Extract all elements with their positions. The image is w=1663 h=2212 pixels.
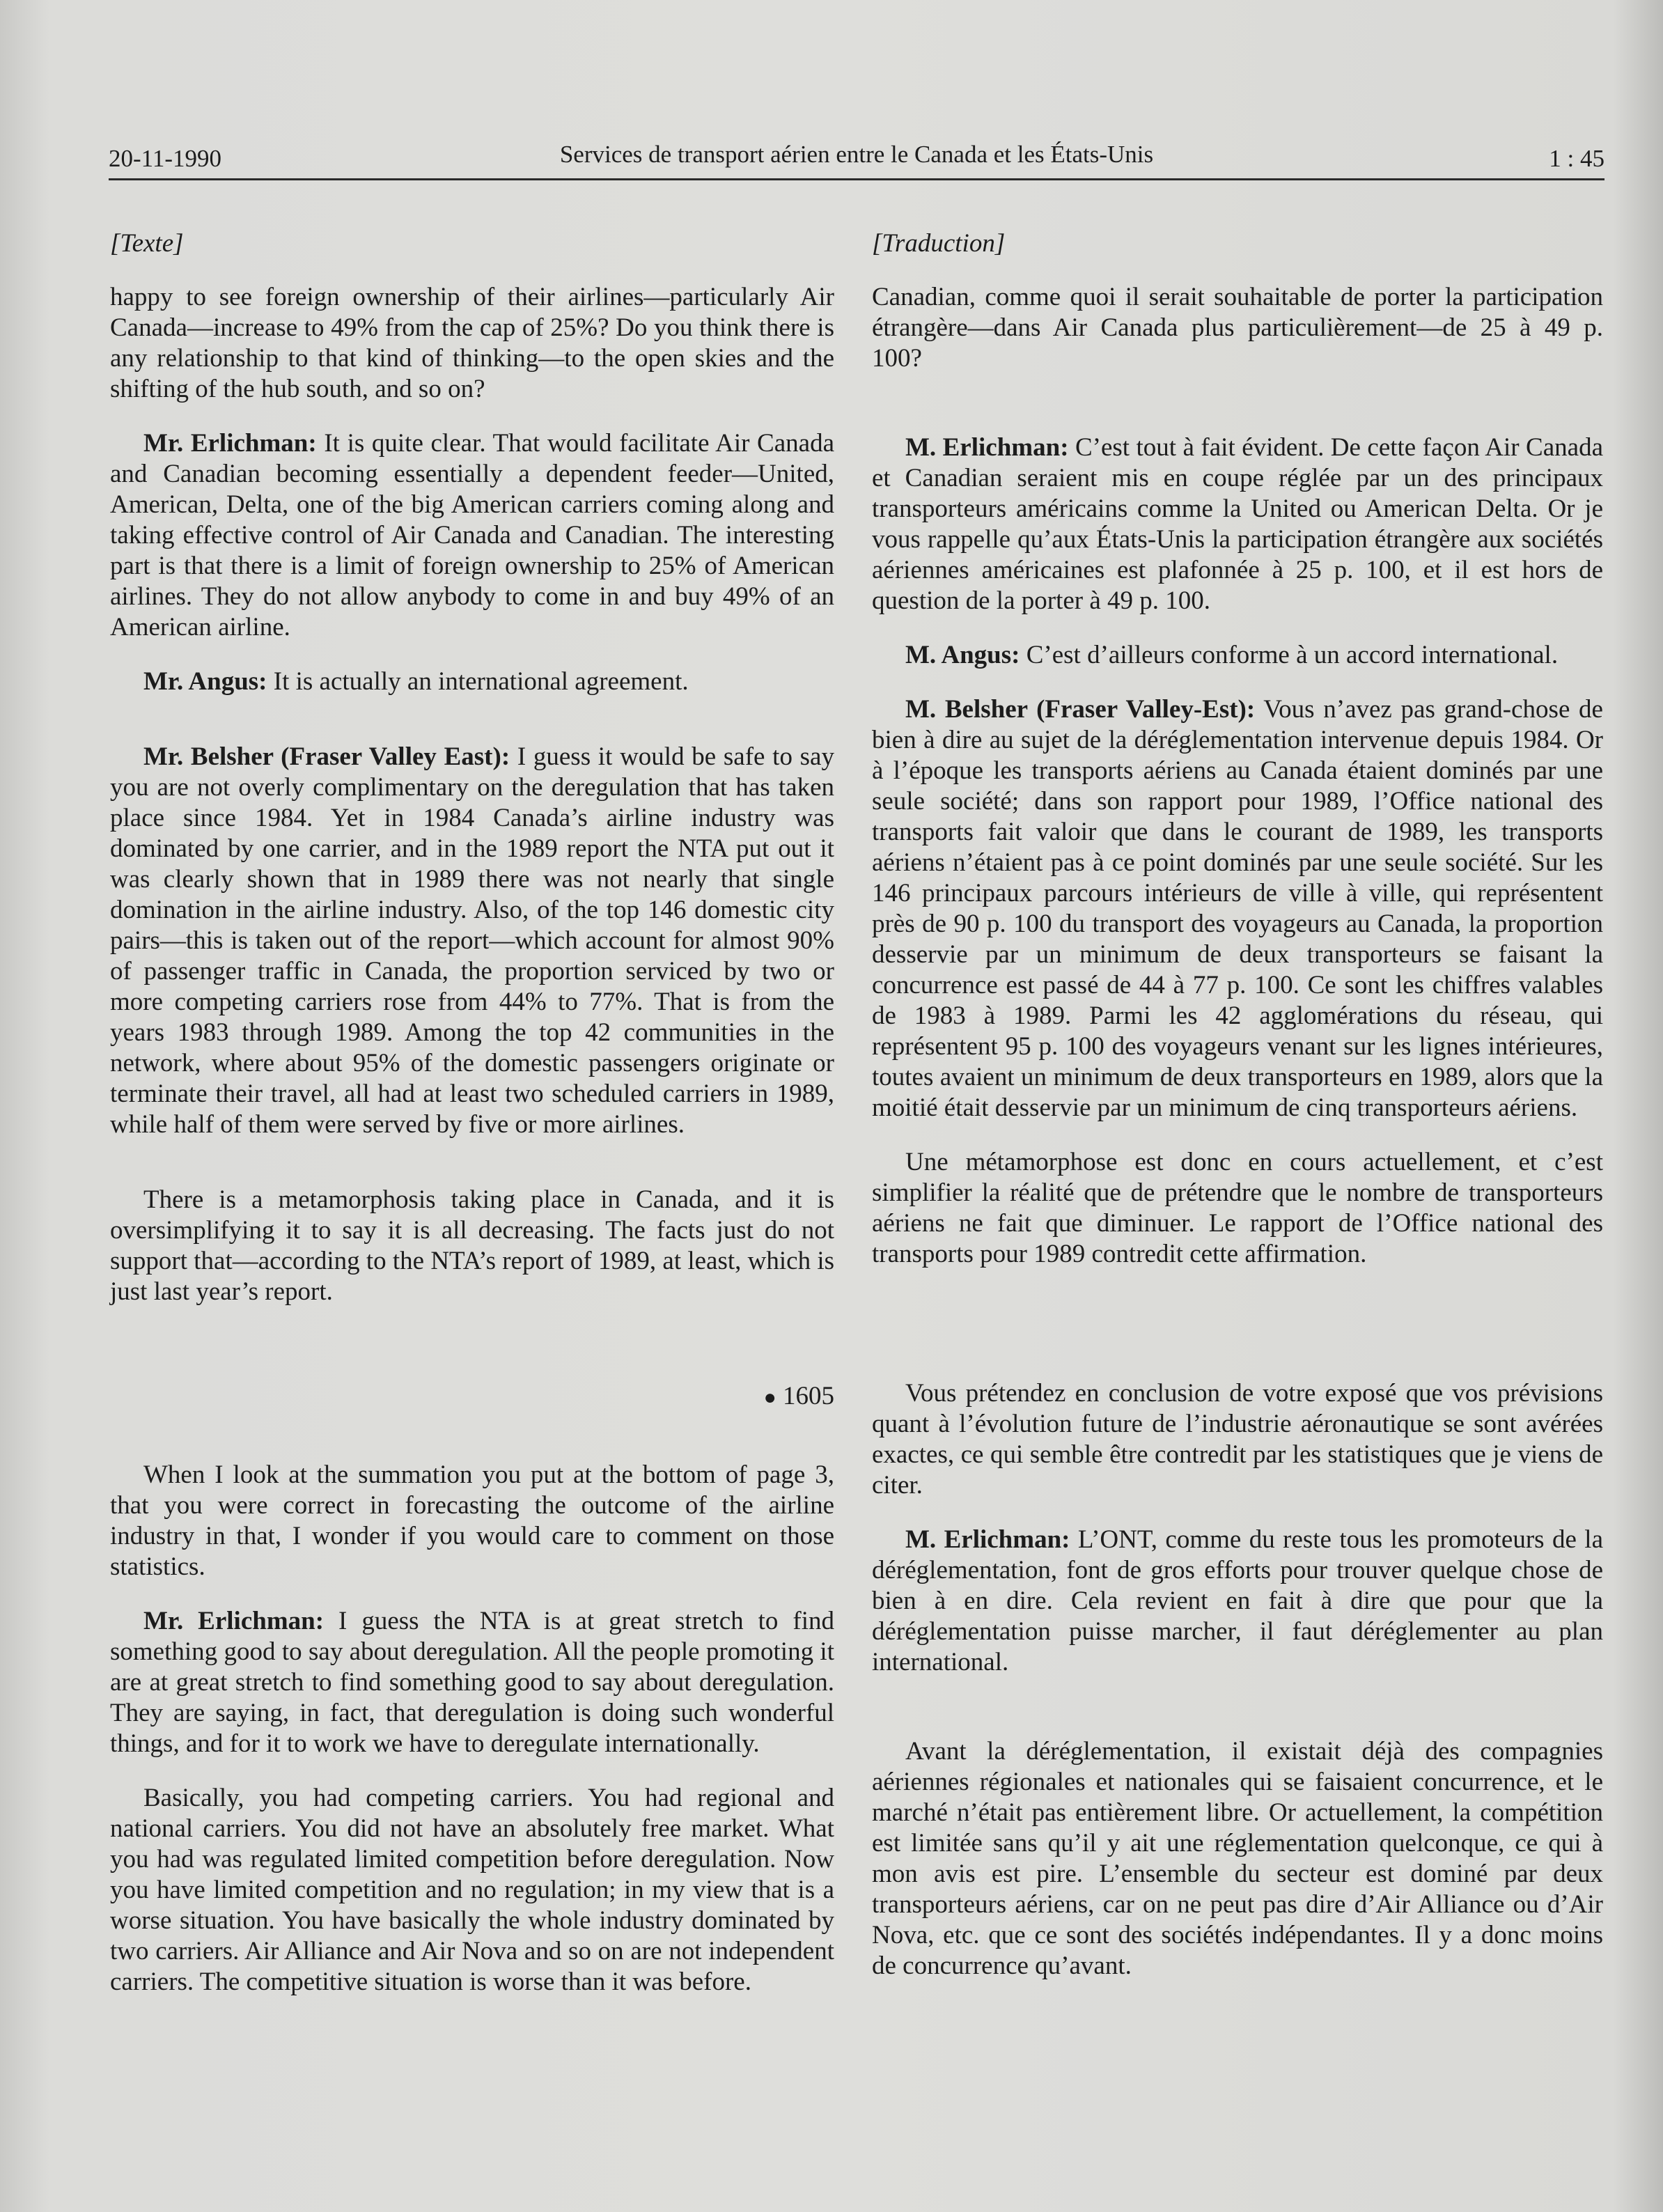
paragraph: There is a metamorphosis taking place in Canada, and it is oversimplifying it to say it is all decreasing. The facts just do not support that—according to the NTA’s report of 1989, at least, which is just last year’s report. — [110, 1185, 835, 1306]
paragraph: Vous prétendez en conclusion de votre exposé que vos prévisions quant à l’évolution future de l’industrie aéronautique se sont avérées exactes, ce qui semble être contredit par les statistiques que je viens de citer. — [872, 1379, 1603, 1500]
language-label: [Texte] — [110, 229, 184, 258]
french-column — [872, 221, 1603, 2005]
paragraph — [872, 1525, 1603, 1678]
paragraph: Canadian, comme quoi il serait souhaitable de porter la participation étrangère—dans Air Canada plus particulièrement—de 25 à 49 p. 100? — [872, 283, 1603, 373]
paragraph — [110, 428, 834, 643]
speaker-name: Mr. Erlichman: — [143, 1607, 325, 1635]
paragraph — [872, 640, 1603, 671]
time-marker — [110, 1381, 834, 1411]
speech-text: It is actually an international agreement. — [267, 667, 689, 696]
paragraph — [110, 742, 834, 1140]
speaker-name: Mr. Belsher (Fraser Valley East): — [143, 742, 510, 771]
speaker-name: Mr. Erlichman: — [143, 429, 317, 458]
paragraph — [110, 1606, 834, 1759]
header-page-number: 1 : 45 — [1549, 145, 1605, 172]
speech-text: C’est tout à fait évident. De cette façon Air Canada et Canadian seraient mis en coupe réglée par un des principaux transporteurs américains comme la United ou American Delta. Or je vous rappelle qu’aux États-Unis la participation étrangère aux sociétés aériennes américaines est plafonnée à 25 p. 100, et il est hors de question de la porter à 49 p. 100. — [872, 433, 1603, 615]
speech-text: L’ONT, comme du reste tous les promoteurs de la déréglementation, font de gros efforts pour trouver quelque chose de bien à en dire. Cela revient en fait à dire que pour que la déréglementation puisse marcher, il faut déréglementer au plan international. — [872, 1525, 1604, 1676]
speech-text: I guess the NTA is at great stretch to find something good to say about deregulation. All the people promoting it are at great stretch to find something good to say about deregulation. They are saying, in fact, that deregulation is doing such wonderful things, and for it to work we have to deregulate internationally. — [110, 1607, 834, 1758]
paragraph — [872, 694, 1603, 1123]
speech-text: C’est d’ailleurs conforme à un accord international. — [1020, 641, 1559, 669]
running-header — [109, 137, 1605, 180]
paragraph: happy to see foreign ownership of their airlines—particularly Air Canada—increase to 49% from the cap of 25%? Do you think there is any relationship to that kind of thinking—to the open skies and the shifting of the hub south, and so on? — [110, 283, 834, 403]
speaker-name: M. Angus: — [905, 641, 1020, 669]
speech-text: Vous n’avez pas grand-chose de bien à dire au sujet de la déréglementation intervenue depuis 1984. Or à l’époque les transports aériens au Canada étaient dominés par une seule société; dans son rapport pour 1989, l’Office national des transports fait valoir que dans le courant de 1989, les transports aériens n’étaient pas à ce point dominés par une seule société. Sur les 146 principaux parcours intérieurs de ville à ville, qui représentent près de 90 p. 100 du transport des voyageurs au Canada, la proportion desservie par un minimum de deux transporteurs se faisant la concurrence est passé de 44 à 77 p. 100. Ce sont les chiffres valables de 1983 à 1989. Parmi les 42 agglomérations du réseau, qui représentent 95 p. 100 des voyageurs venant sur les lignes intérieures, toutes avaient un minimum de deux transporteurs en 1989, alors que la moitié était desservie par un minimum de cinq transporteurs aériens. — [872, 695, 1603, 1122]
english-column — [110, 221, 834, 2021]
speech-text: I guess it would be safe to say you are not overly complimentary on the deregulation that has taken place since 1984. Yet in 1984 Canada’s airline industry was dominated by one carrier, and in the 1989 report the NTA put out it was clearly shown that in 1989 there was not nearly that single domination in the airline industry. Also, of the top 146 domestic city pairs—this is taken out of the report—which account for almost 90% of passenger traffic in Canada, the proportion serviced by two or more competing carriers rose from 44% to 77%. That is from the years 1983 through 1989. Among the top 42 communities in the network, where about 95% of the domestic passengers originate or terminate their travel, all had at least two scheduled carriers in 1989, while half of them were served by five or more airlines. — [110, 742, 834, 1139]
paragraph: Une métamorphose est donc en cours actuellement, et c’est simplifier la réalité que de prétendre que le nombre de transporteurs aériens ne fait que diminuer. Le rapport de l’Office national des transports pour 1989 contredit cette affirmation. — [872, 1148, 1603, 1268]
header-date: 20-11-1990 — [109, 145, 222, 172]
header-title: Services de transport aérien entre le Canada et les États-Unis — [559, 141, 1154, 168]
paragraph — [110, 667, 834, 697]
paragraph: Avant la déréglementation, il existait déjà des compagnies aériennes régionales et nationales qui se faisaient concurrence, et le marché n’était pas entièrement libre. Or actuellement, la compétition est limitée sans qu’il y ait une réglementation quelconque, ce qui à mon avis est pire. L’ensemble du secteur est dominé par deux transporteurs aériens, car on ne peut pas dire d’Air Alliance ou d’Air Nova, etc. que ce sont des sociétés indépendantes. Il y a donc moins de concurrence qu’avant. — [872, 1737, 1603, 1980]
bullet-icon: ● — [763, 1386, 776, 1409]
language-label: [Traduction] — [872, 229, 1006, 258]
paragraph — [872, 433, 1603, 616]
speaker-name: M. Belsher (Fraser Valley-Est): — [905, 695, 1256, 724]
speaker-name: Mr. Angus: — [143, 667, 267, 696]
paragraph: When I look at the summation you put at the bottom of page 3, that you were correct in forecasting the outcome of the airline industry in that, I wonder if you would care to comment on those statistics. — [110, 1461, 834, 1581]
time-marker-value: 1605 — [783, 1382, 834, 1410]
speaker-name: M. Erlichman: — [905, 1525, 1070, 1554]
paragraph: Basically, you had competing carriers. You had regional and national carriers. You did not have an absolutely free market. What you had was regulated limited competition before deregulation. Now you have limited competition and no regulation; in my view that is a worse situation. You have basically the whole industry dominated by two carriers. Air Alliance and Air Nova and so on are not independent carriers. The competitive situation is worse than it was before. — [110, 1784, 834, 1996]
speaker-name: M. Erlichman: — [905, 433, 1069, 462]
speech-text: It is quite clear. That would facilitate Air Canada and Canadian becoming essentially a dependent feeder—United, American, Delta, one of the big American carriers coming along and taking effective control of Air Canada and Canadian. The interesting part is that there is a limit of foreign ownership to 25% of American airlines. They do not allow anybody to come in and buy 49% of an American airline. — [110, 429, 834, 641]
